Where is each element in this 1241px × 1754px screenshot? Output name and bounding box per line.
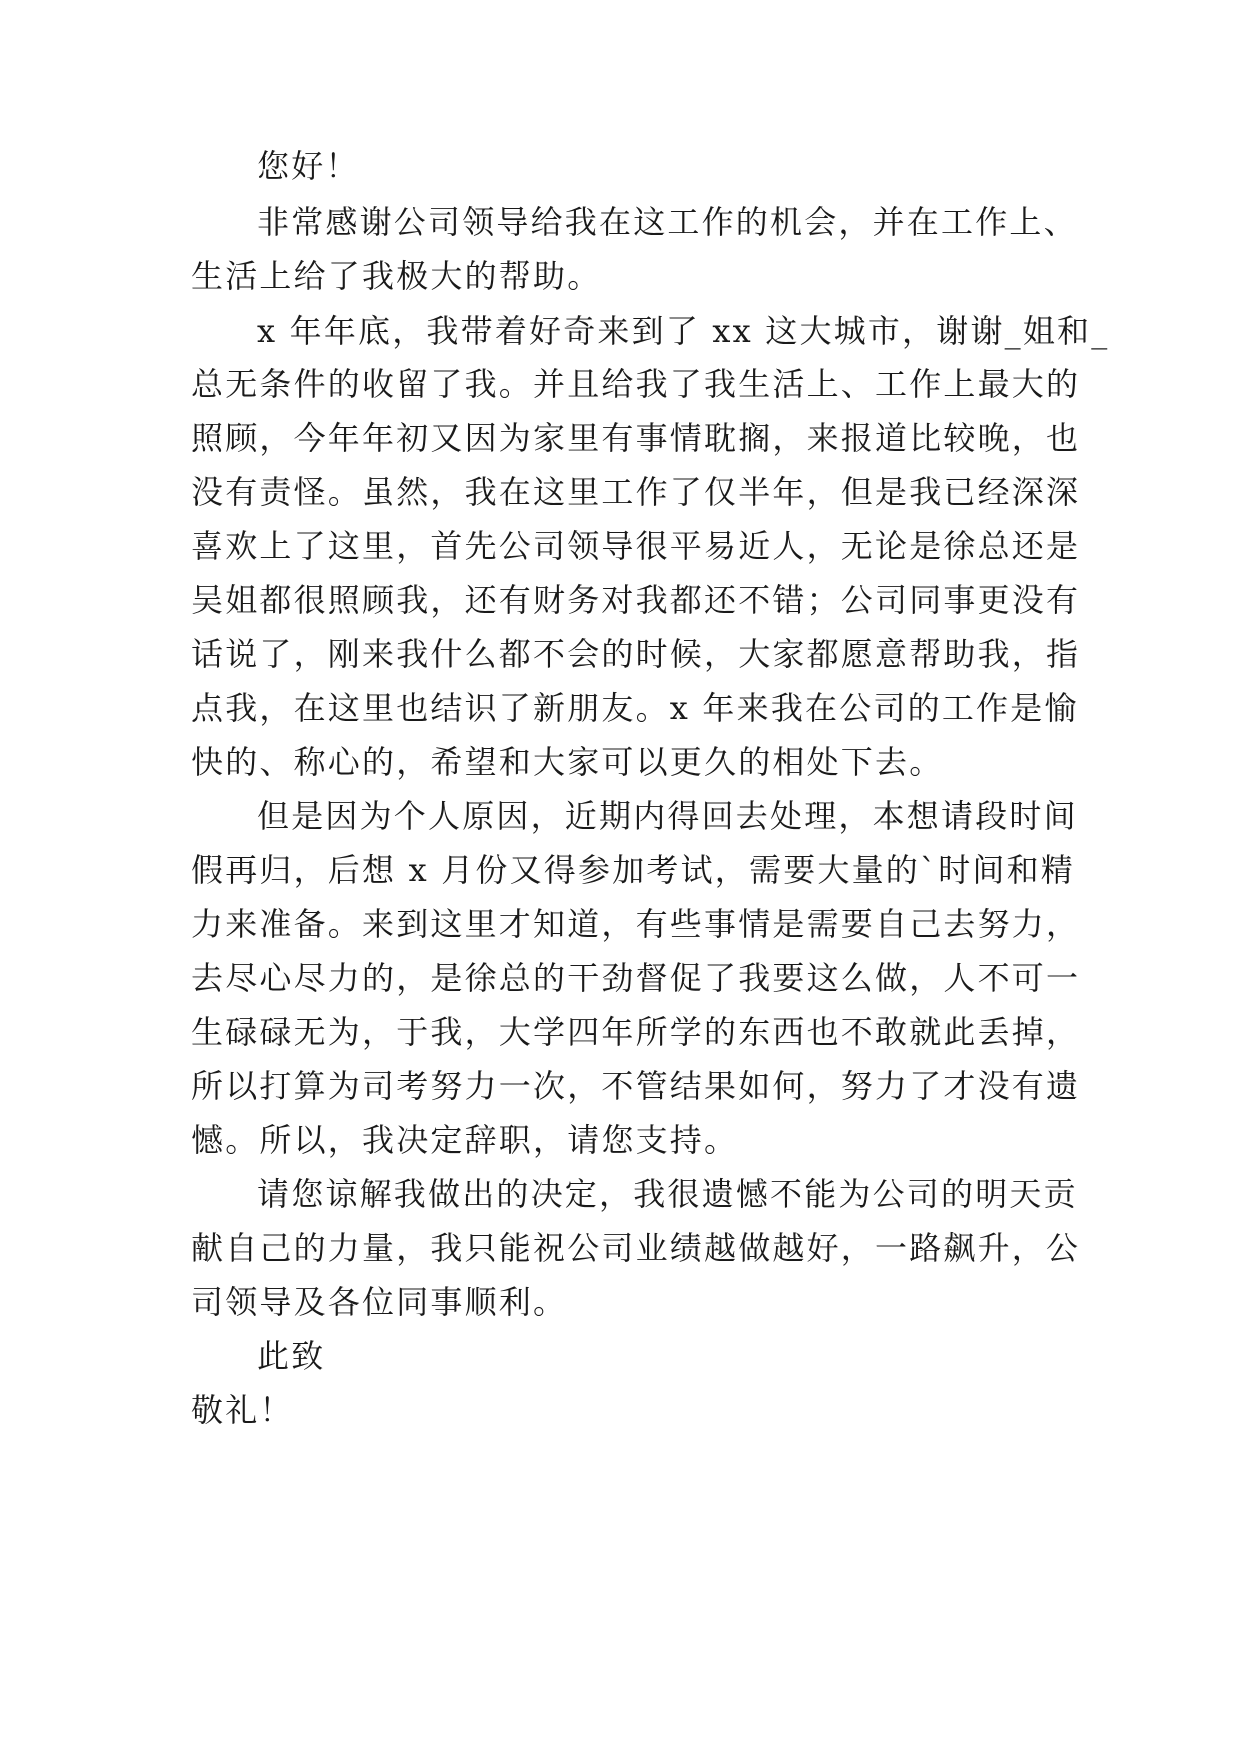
paragraph-2-line-6: 吴姐都很照顾我，还有财务对我都还不错；公司同事更没有	[191, 581, 1081, 619]
paragraph-4-line-2: 献自己的力量，我只能祝公司业绩越做越好，一路飙升，公	[191, 1229, 1081, 1267]
paragraph-1-line-2: 生活上给了我极大的帮助。	[191, 257, 602, 295]
paragraph-2-line-7: 话说了，刚来我什么都不会的时候，大家都愿意帮助我，指	[191, 635, 1081, 673]
paragraph-2-line-3: 照顾，今年年初又因为家里有事情耽搁，来报道比较晚，也	[191, 419, 1081, 457]
paragraph-2-line-8: 点我，在这里也结识了新朋友。x 年来我在公司的工作是愉	[191, 689, 1079, 727]
paragraph-2-line-9: 快的、称心的，希望和大家可以更久的相处下去。	[191, 743, 944, 781]
closing-salutation: 此致	[257, 1337, 326, 1375]
greeting: 您好！	[257, 147, 360, 185]
closing-regards: 敬礼！	[191, 1391, 294, 1429]
paragraph-3-line-3: 力来准备。来到这里才知道，有些事情是需要自己去努力，	[191, 905, 1081, 943]
paragraph-3-line-4: 去尽心尽力的，是徐总的干劲督促了我要这么做，人不可一	[191, 959, 1081, 997]
paragraph-3-line-6: 所以打算为司考努力一次，不管结果如何，努力了才没有遗	[191, 1067, 1081, 1105]
paragraph-3-line-5: 生碌碌无为，于我，大学四年所学的东西也不敢就此丢掉，	[191, 1013, 1081, 1051]
paragraph-2-line-5: 喜欢上了这里，首先公司领导很平易近人，无论是徐总还是	[191, 527, 1081, 565]
paragraph-2-line-4: 没有责怪。虽然，我在这里工作了仅半年，但是我已经深深	[191, 473, 1081, 511]
paragraph-4-line-3: 司领导及各位同事顺利。	[191, 1283, 568, 1321]
paragraph-2-line-1: x 年年底，我带着好奇来到了 xx 这大城市，谢谢_姐和_	[257, 312, 1110, 350]
paragraph-2-line-2: 总无条件的收留了我。并且给我了我生活上、工作上最大的	[191, 365, 1081, 403]
paragraph-3-line-7: 憾。所以，我决定辞职，请您支持。	[191, 1121, 739, 1159]
paragraph-3-line-1: 但是因为个人原因，近期内得回去处理，本想请段时间	[257, 797, 1078, 835]
paragraph-3-line-2: 假再归，后想 x 月份又得参加考试，需要大量的`时间和精	[191, 851, 1075, 889]
paragraph-4-line-1: 请您谅解我做出的决定，我很遗憾不能为公司的明天贡	[257, 1175, 1078, 1213]
paragraph-1-line-1: 非常感谢公司领导给我在这工作的机会，并在工作上、	[257, 203, 1078, 241]
